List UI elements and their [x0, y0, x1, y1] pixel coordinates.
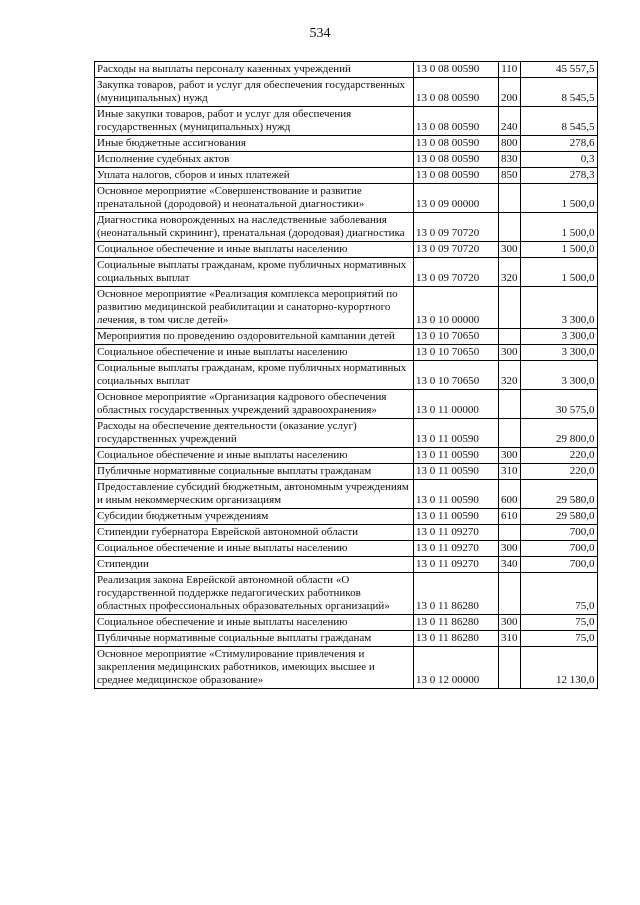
- row-sum-cell: 3 300,0: [520, 287, 597, 329]
- table-row: [95, 419, 598, 448]
- row-type-cell: 300: [499, 448, 521, 464]
- table-row: [95, 329, 598, 345]
- row-type-cell: [499, 390, 521, 419]
- row-sum-cell: 700,0: [520, 557, 597, 573]
- row-code-cell: 13 0 09 70720: [414, 242, 499, 258]
- row-type-cell: [499, 419, 521, 448]
- row-sum-cell: 278,3: [520, 168, 597, 184]
- row-type-cell: 800: [499, 136, 521, 152]
- row-name-cell: Основное мероприятие «Совершенствование и развитие пренатальной (дородовой) и неонатальной диагностики»: [95, 184, 414, 213]
- row-name-cell: Стипендии: [95, 557, 414, 573]
- table-row: [95, 213, 598, 242]
- row-sum-cell: 0,3: [520, 152, 597, 168]
- table-row: [95, 557, 598, 573]
- row-type-cell: 240: [499, 107, 521, 136]
- row-sum-cell: 700,0: [520, 525, 597, 541]
- row-sum-cell: 220,0: [520, 448, 597, 464]
- row-code-cell: 13 0 11 00590: [414, 480, 499, 509]
- row-sum-cell: 3 300,0: [520, 361, 597, 390]
- row-type-cell: 300: [499, 615, 521, 631]
- row-type-cell: 300: [499, 345, 521, 361]
- row-type-cell: [499, 329, 521, 345]
- row-sum-cell: 45 557,5: [520, 62, 597, 78]
- row-code-cell: 13 0 11 86280: [414, 573, 499, 615]
- row-type-cell: [499, 184, 521, 213]
- row-name-cell: Основное мероприятие «Стимулирование привлечения и закрепления медицинских работников, имеющих высшее и среднее медицинское образование»: [95, 647, 414, 689]
- table-row: [95, 287, 598, 329]
- row-name-cell: Основное мероприятие «Организация кадрового обеспечения областных государственных учреждений здравоохранения»: [95, 390, 414, 419]
- row-sum-cell: 700,0: [520, 541, 597, 557]
- row-sum-cell: 29 580,0: [520, 509, 597, 525]
- row-sum-cell: 3 300,0: [520, 345, 597, 361]
- table-row: [95, 168, 598, 184]
- budget-table-body: [95, 62, 598, 689]
- row-code-cell: 13 0 11 00590: [414, 419, 499, 448]
- row-code-cell: 13 0 11 09270: [414, 557, 499, 573]
- table-row: [95, 361, 598, 390]
- row-type-cell: 300: [499, 242, 521, 258]
- row-name-cell: Социальные выплаты гражданам, кроме публичных нормативных социальных выплат: [95, 361, 414, 390]
- table-row: [95, 242, 598, 258]
- row-code-cell: 13 0 10 70650: [414, 345, 499, 361]
- row-name-cell: Иные закупки товаров, работ и услуг для обеспечения государственных (муниципальных) нужд: [95, 107, 414, 136]
- table-row: [95, 647, 598, 689]
- row-sum-cell: 75,0: [520, 631, 597, 647]
- row-code-cell: 13 0 09 70720: [414, 258, 499, 287]
- table-row: [95, 184, 598, 213]
- row-sum-cell: 278,6: [520, 136, 597, 152]
- row-sum-cell: 220,0: [520, 464, 597, 480]
- table-row: [95, 107, 598, 136]
- row-type-cell: [499, 647, 521, 689]
- row-code-cell: 13 0 08 00590: [414, 152, 499, 168]
- row-code-cell: 13 0 10 70650: [414, 329, 499, 345]
- table-row: [95, 480, 598, 509]
- row-code-cell: 13 0 11 09270: [414, 525, 499, 541]
- row-code-cell: 13 0 08 00590: [414, 62, 499, 78]
- row-code-cell: 13 0 09 00000: [414, 184, 499, 213]
- row-name-cell: Диагностика новорожденных на наследственные заболевания (неонатальный скрининг), пренатальная (дородовая) диагностика: [95, 213, 414, 242]
- row-type-cell: 610: [499, 509, 521, 525]
- row-name-cell: Исполнение судебных актов: [95, 152, 414, 168]
- row-sum-cell: 75,0: [520, 615, 597, 631]
- row-sum-cell: 1 500,0: [520, 242, 597, 258]
- table-row: [95, 78, 598, 107]
- table-row: [95, 525, 598, 541]
- row-name-cell: Закупка товаров, работ и услуг для обеспечения государственных (муниципальных) нужд: [95, 78, 414, 107]
- row-name-cell: Основное мероприятие «Реализация комплекса мероприятий по развитию медицинской реабилитации и санаторно-курортного лечения, в том числе детей»: [95, 287, 414, 329]
- row-code-cell: 13 0 11 86280: [414, 631, 499, 647]
- row-name-cell: Стипендии губернатора Еврейской автономной области: [95, 525, 414, 541]
- table-row: [95, 258, 598, 287]
- row-sum-cell: 1 500,0: [520, 184, 597, 213]
- row-type-cell: 320: [499, 258, 521, 287]
- row-type-cell: [499, 287, 521, 329]
- row-sum-cell: 8 545,5: [520, 107, 597, 136]
- row-type-cell: 850: [499, 168, 521, 184]
- row-name-cell: Мероприятия по проведению оздоровительной кампании детей: [95, 329, 414, 345]
- row-code-cell: 13 0 11 09270: [414, 541, 499, 557]
- row-sum-cell: 1 500,0: [520, 213, 597, 242]
- row-name-cell: Социальное обеспечение и иные выплаты населению: [95, 615, 414, 631]
- row-code-cell: 13 0 09 70720: [414, 213, 499, 242]
- row-type-cell: 830: [499, 152, 521, 168]
- row-code-cell: 13 0 08 00590: [414, 78, 499, 107]
- table-row: [95, 464, 598, 480]
- row-type-cell: 600: [499, 480, 521, 509]
- row-type-cell: 310: [499, 631, 521, 647]
- row-name-cell: Социальное обеспечение и иные выплаты населению: [95, 345, 414, 361]
- table-row: [95, 573, 598, 615]
- row-type-cell: 110: [499, 62, 521, 78]
- row-code-cell: 13 0 10 00000: [414, 287, 499, 329]
- row-code-cell: 13 0 08 00590: [414, 136, 499, 152]
- row-name-cell: Расходы на обеспечение деятельности (оказание услуг) государственных учреждений: [95, 419, 414, 448]
- row-code-cell: 13 0 10 70650: [414, 361, 499, 390]
- table-row: [95, 390, 598, 419]
- row-name-cell: Публичные нормативные социальные выплаты гражданам: [95, 464, 414, 480]
- row-name-cell: Социальные выплаты гражданам, кроме публичных нормативных социальных выплат: [95, 258, 414, 287]
- table-row: [95, 448, 598, 464]
- budget-table: [94, 61, 598, 689]
- row-sum-cell: 3 300,0: [520, 329, 597, 345]
- table-row: [95, 152, 598, 168]
- row-name-cell: Социальное обеспечение и иные выплаты населению: [95, 448, 414, 464]
- row-name-cell: Реализация закона Еврейской автономной области «О государственной поддержке педагогических работников областных профессиональных образовательных организаций»: [95, 573, 414, 615]
- row-code-cell: 13 0 11 00590: [414, 448, 499, 464]
- row-name-cell: Субсидии бюджетным учреждениям: [95, 509, 414, 525]
- row-type-cell: [499, 573, 521, 615]
- row-name-cell: Социальное обеспечение и иные выплаты населению: [95, 242, 414, 258]
- row-name-cell: Расходы на выплаты персоналу казенных учреждений: [95, 62, 414, 78]
- table-row: [95, 509, 598, 525]
- row-type-cell: 310: [499, 464, 521, 480]
- row-sum-cell: 1 500,0: [520, 258, 597, 287]
- row-code-cell: 13 0 12 00000: [414, 647, 499, 689]
- row-name-cell: Публичные нормативные социальные выплаты гражданам: [95, 631, 414, 647]
- row-name-cell: Уплата налогов, сборов и иных платежей: [95, 168, 414, 184]
- row-sum-cell: 30 575,0: [520, 390, 597, 419]
- table-row: [95, 631, 598, 647]
- page-number: 534: [309, 26, 331, 41]
- row-type-cell: [499, 525, 521, 541]
- row-sum-cell: 8 545,5: [520, 78, 597, 107]
- row-sum-cell: 12 130,0: [520, 647, 597, 689]
- table-row: [95, 615, 598, 631]
- row-name-cell: Иные бюджетные ассигнования: [95, 136, 414, 152]
- table-row: [95, 541, 598, 557]
- row-name-cell: Социальное обеспечение и иные выплаты населению: [95, 541, 414, 557]
- row-type-cell: 340: [499, 557, 521, 573]
- row-sum-cell: 29 580,0: [520, 480, 597, 509]
- row-code-cell: 13 0 11 00000: [414, 390, 499, 419]
- row-code-cell: 13 0 08 00590: [414, 107, 499, 136]
- row-type-cell: [499, 213, 521, 242]
- row-code-cell: 13 0 11 86280: [414, 615, 499, 631]
- table-row: [95, 62, 598, 78]
- row-name-cell: Предоставление субсидий бюджетным, автономным учреждениям и иным некоммерческим организациям: [95, 480, 414, 509]
- row-code-cell: 13 0 11 00590: [414, 509, 499, 525]
- table-row: [95, 136, 598, 152]
- table-row: [95, 345, 598, 361]
- row-code-cell: 13 0 08 00590: [414, 168, 499, 184]
- row-type-cell: 320: [499, 361, 521, 390]
- row-sum-cell: 29 800,0: [520, 419, 597, 448]
- row-code-cell: 13 0 11 00590: [414, 464, 499, 480]
- row-type-cell: 200: [499, 78, 521, 107]
- row-sum-cell: 75,0: [520, 573, 597, 615]
- row-type-cell: 300: [499, 541, 521, 557]
